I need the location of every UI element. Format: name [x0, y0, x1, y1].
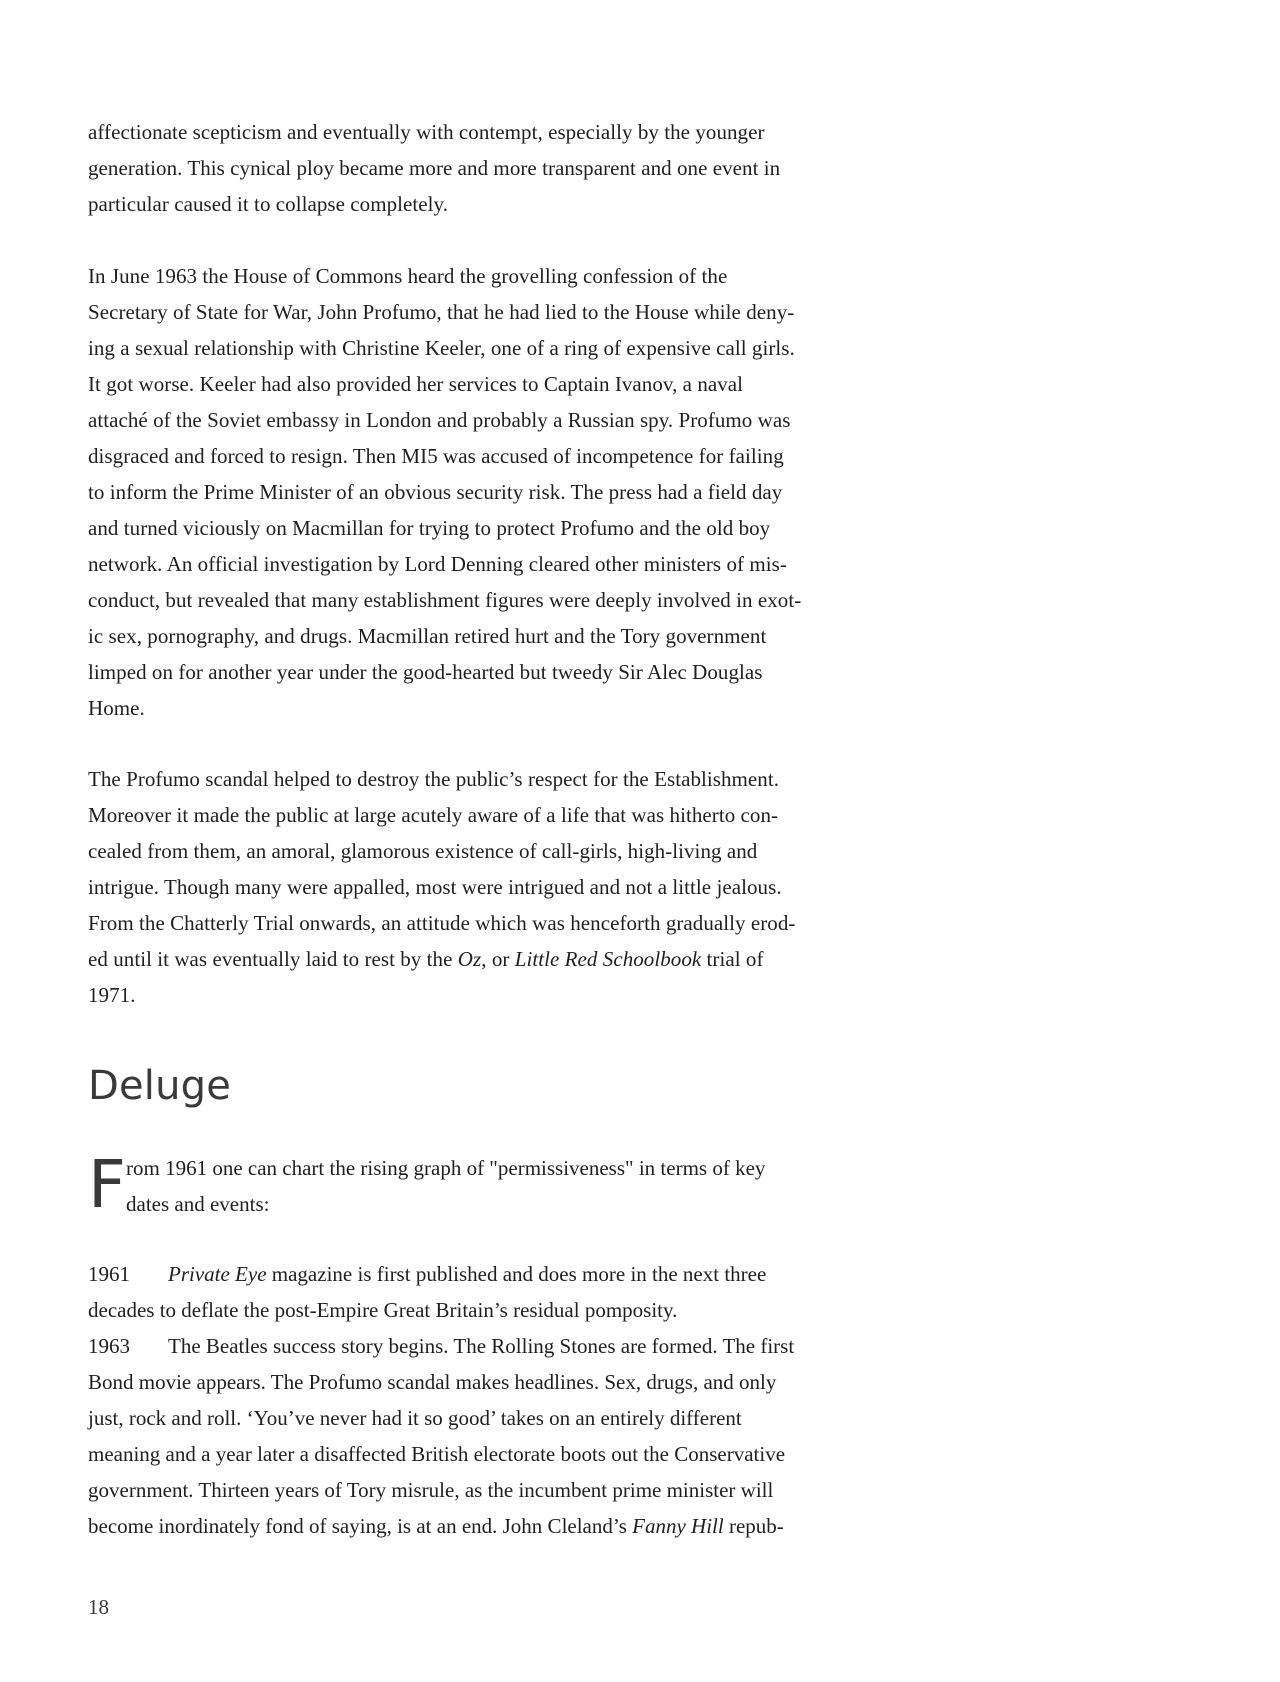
paragraph-line-start: ed until it was eventually laid to rest by the [88, 947, 458, 971]
paragraph-line: Secretary of State for War, John Profumo, that he had lied to the House while deny- [88, 300, 795, 324]
chronology-line: decades to deflate the post-Empire Great Britain’s residual pomposity. [88, 1298, 678, 1322]
chronology-line: meaning and a year later a disaffected British electorate boots out the Conservative [88, 1442, 786, 1466]
paragraph-line: intrigue. Though many were appalled, most were intrigued and not a little jealous. [88, 875, 782, 899]
fanny-hill-title: Fanny Hill [632, 1514, 724, 1538]
paragraph-line: disgraced and forced to resign. Then MI5 was accused of incompetence for failing [88, 444, 784, 468]
paragraph-opening [88, 114, 848, 222]
oz-title: Oz [457, 947, 482, 971]
section-heading: Deluge [88, 1063, 232, 1109]
paragraph-line: ic sex, pornography, and drugs. Macmillan retired hurt and the Tory government [88, 624, 767, 648]
drop-cap: F [88, 1146, 126, 1223]
little-red-schoolbook-title: Little Red Schoolbook [514, 947, 702, 971]
paragraph-line: It got worse. Keeler had also provided her services to Captain Ivanov, a naval [88, 372, 744, 396]
paragraph-line: From the Chatterly Trial onwards, an attitude which was henceforth gradually erod- [88, 911, 796, 935]
paragraph-line: network. An official investigation by Lord Denning cleared other ministers of mis- [88, 552, 787, 576]
paragraph-line: affectionate scepticism and eventually with contempt, especially by the younger [88, 120, 765, 144]
chronology-line: Bond movie appears. The Profumo scandal makes headlines. Sex, drugs, and only [88, 1370, 777, 1394]
paragraph-line: to inform the Prime Minister of an obvious security risk. The press had a field day [88, 480, 783, 504]
paragraph-line: attaché of the Soviet embassy in London and probably a Russian spy. Profumo was [88, 408, 791, 432]
chronology-list [88, 1256, 848, 1544]
paragraph-line: Moreover it made the public at large acutely aware of a life that was hitherto con- [88, 803, 779, 827]
section-intro [88, 1146, 848, 1240]
paragraph-line-with-italic-titles [88, 941, 848, 977]
paragraph-line: generation. This cynical ploy became more and more transparent and one event in [88, 156, 781, 180]
chronology-entry-1961-line [88, 1256, 848, 1292]
paragraph-line: and turned viciously on Macmillan for trying to protect Profumo and the old boy [88, 516, 771, 540]
paragraph-line-end: trial of [701, 947, 764, 971]
paragraph-line: 1971. [88, 983, 136, 1007]
paragraph-line: Home. [88, 696, 145, 720]
page-number: 18 [88, 1595, 109, 1619]
chronology-line-text: magazine is first published and does more in the next three [266, 1262, 767, 1286]
chronology-line-end: repub- [723, 1514, 784, 1538]
paragraph-line: limped on for another year under the good-hearted but tweedy Sir Alec Douglas [88, 660, 763, 684]
paragraph-line: cealed from them, an amoral, glamorous existence of call-girls, high-living and [88, 839, 758, 863]
paragraph-line: conduct, but revealed that many establishment figures were deeply involved in exot- [88, 588, 802, 612]
chronology-line-text: The Beatles success story begins. The Rolling Stones are formed. The first [168, 1334, 795, 1358]
intro-lines [126, 1150, 846, 1222]
chronology-line-start: become inordinately fond of saying, is at an end. John Cleland’s [88, 1514, 633, 1538]
chronology-line-with-book-title [88, 1508, 848, 1544]
private-eye-title: Private Eye [168, 1262, 267, 1286]
paragraph-profumo-scandal-impact [88, 761, 848, 1013]
intro-line: rom 1961 one can chart the rising graph of "permissiveness" in terms of key [126, 1156, 766, 1180]
paragraph-line: particular caused it to collapse completely. [88, 192, 449, 216]
paragraph-line: ing a sexual relationship with Christine Keeler, one of a ring of expensive call girls. [88, 336, 795, 360]
paragraph-line: In June 1963 the House of Commons heard the grovelling confession of the [88, 264, 728, 288]
paragraph-profumo-affair [88, 258, 848, 726]
chronology-year: 1961 [88, 1262, 130, 1286]
chronology-line: just, rock and roll. ‘You’ve never had it so good’ takes on an entirely different [88, 1406, 742, 1430]
intro-line: dates and events: [126, 1192, 270, 1216]
chronology-line: government. Thirteen years of Tory misrule, as the incumbent prime minister will [88, 1478, 774, 1502]
chronology-year: 1963 [88, 1334, 130, 1358]
chronology-entry-1963-line [88, 1328, 848, 1364]
paragraph-line: The Profumo scandal helped to destroy the public’s respect for the Establishment. [88, 767, 780, 791]
title-connector: , or [481, 947, 515, 971]
